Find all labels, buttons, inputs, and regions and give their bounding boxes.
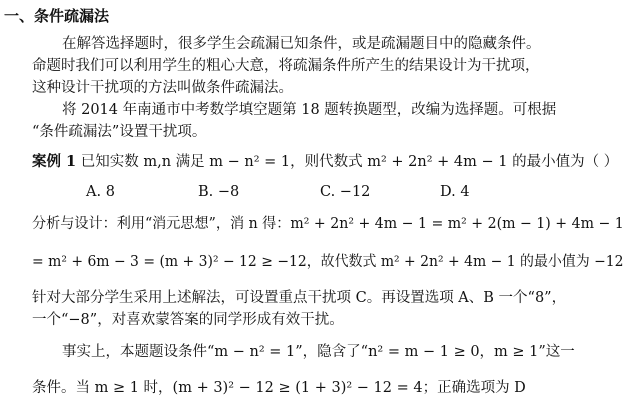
option-b: B. −8: [198, 184, 240, 200]
option-d: D. 4: [440, 184, 470, 200]
analysis-line-1: 分析与设计：利用“消元思想”，消 n 得：m² + 2n² + 4m − 1 = m² + 2(m − 1) + 4m − 1: [32, 216, 624, 232]
example-question: 已知实数 m,n 满足 m − n² = 1，则代数式 m² + 2n² + 4m − 1 的最小值为（ ）: [80, 154, 619, 170]
intro-line-5: “条件疏漏法”设置干扰项。: [32, 124, 207, 140]
intro-line-1: 在解答选择题时，很多学生会疏漏已知条件，或是疏漏题目中的隐藏条件。: [62, 36, 541, 52]
analysis-line-3: 针对大部分学生采用上述解法，可设置重点干扰项 C。再设置选项 A、B 一个“8”，: [32, 290, 567, 306]
analysis-line-4: 一个“−8”，对喜欢蒙答案的同学形成有效干扰。: [32, 312, 344, 328]
intro-line-2: 命题时我们可以利用学生的粗心大意，将疏漏条件所产生的结果设计为干扰项，: [32, 58, 540, 74]
analysis-line-5: 事实上，本题题设条件“m − n² = 1”，隐含了“n² = m − 1 ≥ 0，m ≥ 1”这一: [62, 344, 575, 360]
example-question-line: [32, 152, 618, 172]
intro-line-4: 将 2014 年南通市中考数学填空题第 18 题转换题型，改编为选择题。可根据: [62, 102, 557, 118]
analysis-line-6: 条件。当 m ≥ 1 时，(m + 3)² − 12 ≥ (1 + 3)² − 12 = 4；正确选项为 D: [32, 380, 526, 396]
intro-line-3: 这种设计干扰项的方法叫做条件疏漏法。: [32, 80, 293, 96]
option-a: A. 8: [86, 184, 115, 200]
option-c: C. −12: [320, 184, 371, 200]
section-heading: 一、条件疏漏法: [4, 7, 110, 25]
example-label: 案例 1: [32, 153, 77, 170]
analysis-line-2: = m² + 6m − 3 = (m + 3)² − 12 ≥ −12，故代数式 m² + 2n² + 4m − 1 的最小值为 −12: [32, 254, 624, 270]
